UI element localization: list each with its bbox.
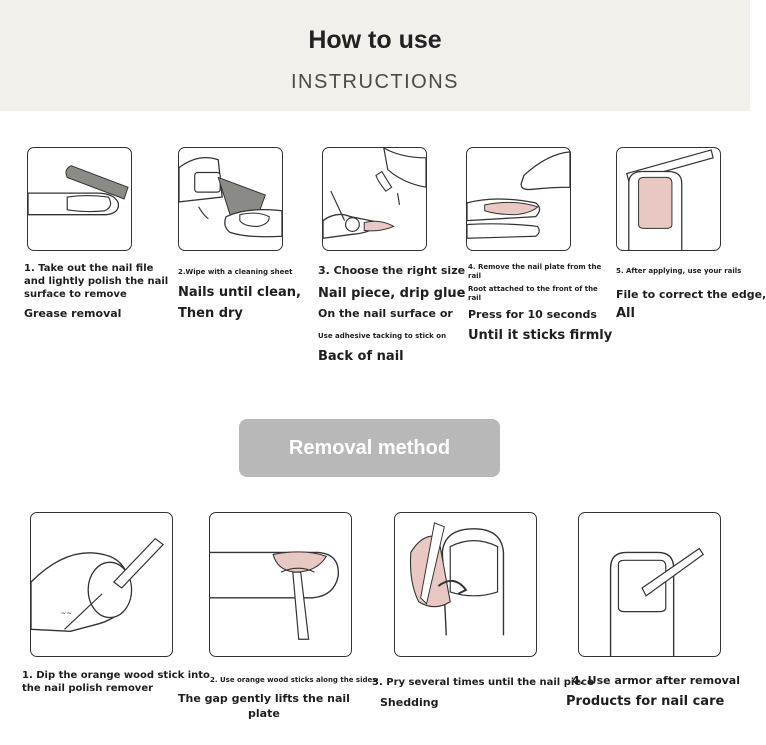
step-3-caption-line-3: On the nail surface or: [318, 307, 453, 320]
step-4-caption-line-1: 4. Remove the nail plate from the: [468, 263, 602, 271]
step-1-caption-line-2: and lightly polish the nail: [24, 276, 169, 287]
removal-2-caption-line-1: 2. Use orange wood sticks along the sides: [210, 676, 377, 684]
step-3-caption-line-5: Back of nail: [318, 349, 404, 364]
page-title: How to use: [308, 26, 442, 54]
nail-file-icon: [27, 147, 132, 251]
step-2-caption-line-2: Nails until clean,: [178, 285, 301, 300]
header-banner: [0, 0, 750, 111]
step-4-caption-line-5: Press for 10 seconds: [468, 308, 597, 321]
removal-1-caption-line-2: the nail polish remover: [22, 683, 154, 694]
removal-3-caption-line-1: 3. Pry several times until the nail piece: [372, 677, 594, 688]
removal-2-caption-line-2: The gap gently lifts the nail: [178, 692, 350, 705]
removal-3-caption-line-2: Shedding: [380, 696, 439, 709]
step-3-caption-line-1: 3. Choose the right size: [318, 264, 466, 277]
file-edge-icon: [616, 147, 721, 251]
step-1-caption-line-3: surface to remove: [24, 289, 127, 300]
press-nail-icon: [466, 147, 571, 251]
removal-4-caption-line-1: 4. Use armor after removal: [572, 674, 741, 687]
step-4-caption-line-4: rail: [468, 294, 481, 302]
nail-care-icon: [578, 512, 721, 657]
step-2-caption-line-3: Then dry: [178, 306, 243, 321]
step-5-caption-line-3: All: [616, 306, 635, 321]
step-4-caption-line-6: Until it sticks firmly: [468, 328, 613, 343]
step-1-caption-line-4: Grease removal: [24, 307, 122, 320]
svg-text:~~: ~~: [60, 609, 73, 618]
step-2-caption-line-1: 2.Wipe with a cleaning sheet: [178, 268, 293, 276]
page-subtitle: INSTRUCTIONS: [291, 71, 459, 93]
removal-method-banner: Removal method: [239, 419, 500, 477]
glue-drop-icon: [322, 147, 427, 251]
cleaning-wipe-icon: [178, 147, 283, 251]
dip-stick-icon: [30, 512, 173, 657]
step-1-caption-line-1: 1. Take out the nail file: [24, 263, 154, 274]
step-5-caption-line-1: 5. After applying, use your rails: [616, 267, 742, 275]
removal-4-caption-line-2: Products for nail care: [566, 694, 725, 709]
step-3-caption-line-2: Nail piece, drip glue: [318, 286, 466, 301]
step-5-caption-line-2: File to correct the edge,: [616, 288, 766, 301]
step-4-caption-line-2: rail: [468, 272, 481, 280]
step-4-caption-line-3: Root attached to the front of the: [468, 285, 598, 293]
step-3-caption-line-4: Use adhesive tacking to stick on: [318, 332, 447, 340]
removal-2-caption-line-3: plate: [248, 707, 280, 720]
pry-nail-icon: [394, 512, 537, 657]
removal-1-caption-line-1: 1. Dip the orange wood stick into: [22, 670, 210, 681]
lift-nail-icon: [209, 512, 352, 657]
